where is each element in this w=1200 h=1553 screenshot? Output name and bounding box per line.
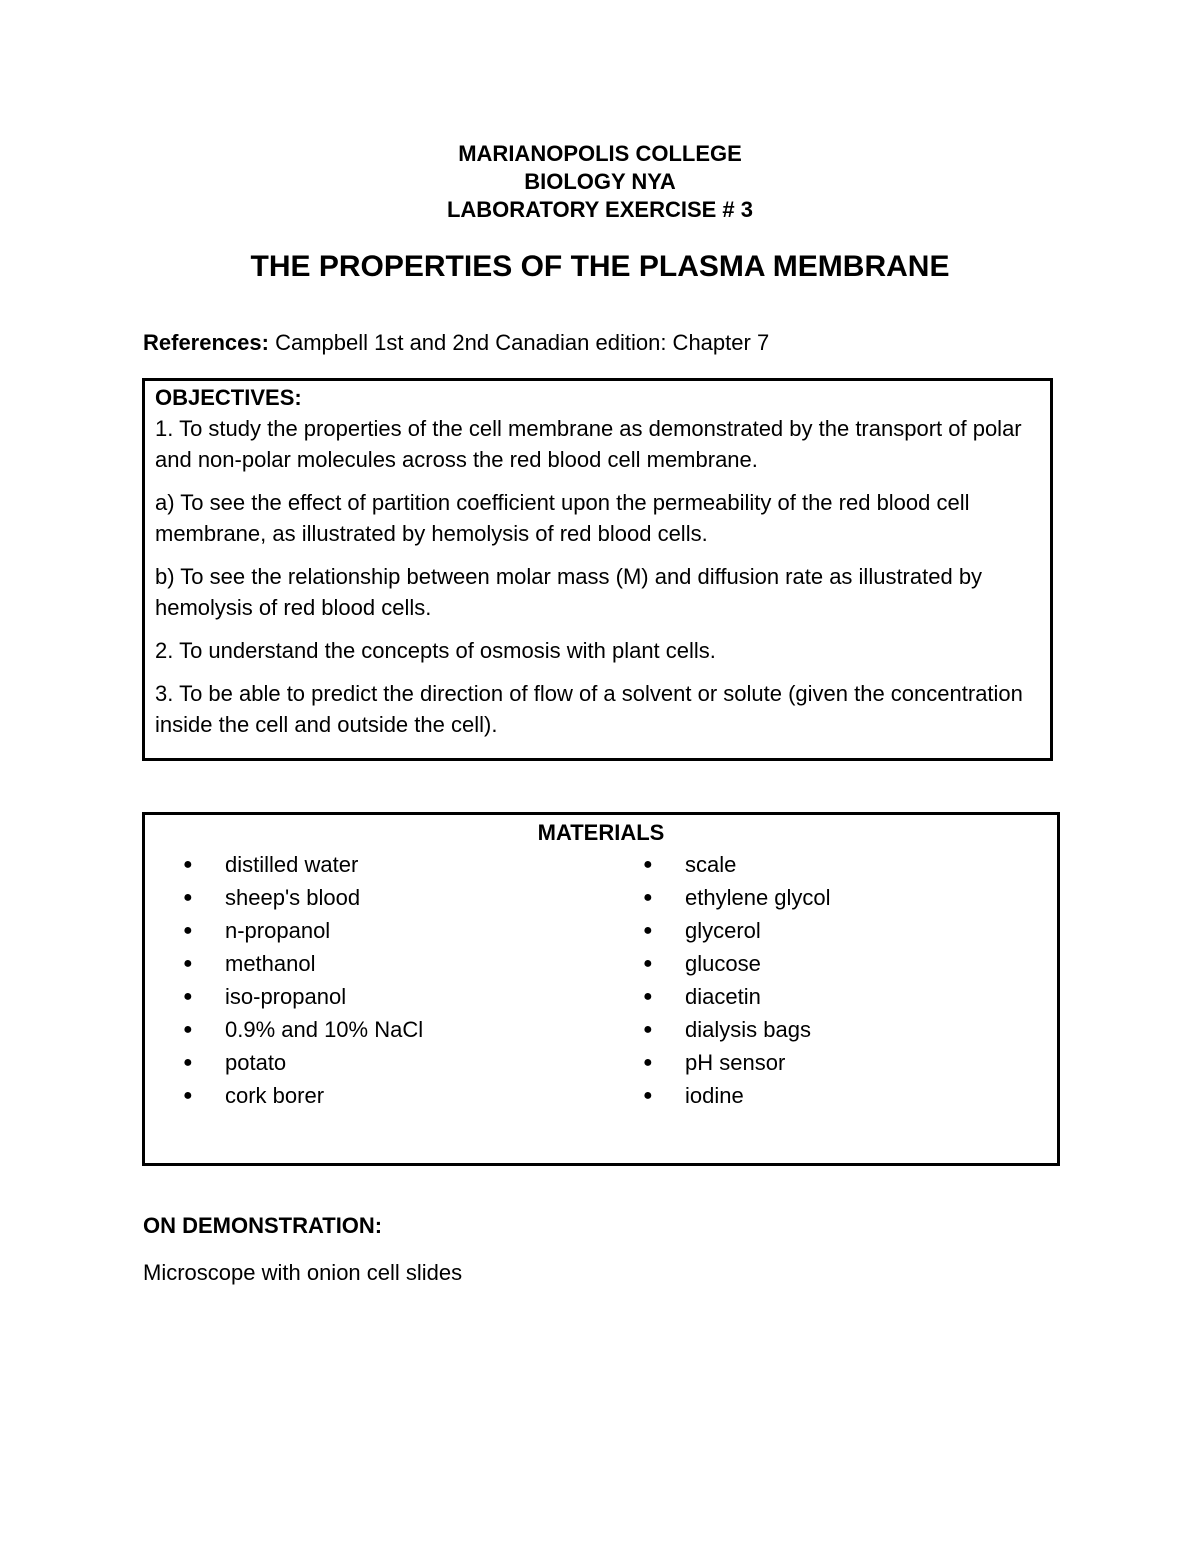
college-name: MARIANOPOLIS COLLEGE xyxy=(458,141,742,166)
course-name: BIOLOGY NYA xyxy=(524,169,676,194)
references-text: Campbell 1st and 2nd Canadian edition: Chapter 7 xyxy=(268,330,770,355)
material-label: dialysis bags xyxy=(685,1017,811,1042)
material-label: methanol xyxy=(225,951,316,976)
material-label: n-propanol xyxy=(225,918,331,943)
objective-item: a) To see the effect of partition coefficient upon the permeability of the red blood cell membrane, as illustrated by hemolysis of red blood cells. xyxy=(155,490,970,546)
material-item xyxy=(643,881,831,914)
material-label: iso-propanol xyxy=(225,984,347,1009)
material-item xyxy=(643,1013,831,1046)
material-label: diacetin xyxy=(685,984,761,1009)
materials-right-column xyxy=(643,848,831,1112)
material-label: glucose xyxy=(685,951,761,976)
bullet-icon: ● xyxy=(183,922,193,939)
bullet-icon: ● xyxy=(643,988,653,1005)
bullet-icon: ● xyxy=(183,1021,193,1038)
material-label: 0.9% and 10% NaCl xyxy=(225,1017,424,1042)
bullet-icon: ● xyxy=(183,889,193,906)
material-label: potato xyxy=(225,1050,287,1075)
material-label: pH sensor xyxy=(685,1050,786,1075)
material-item xyxy=(183,947,423,980)
material-item xyxy=(643,980,831,1013)
bullet-icon: ● xyxy=(183,856,193,873)
bullet-icon: ● xyxy=(643,955,653,972)
bullet-icon: ● xyxy=(643,1087,653,1104)
objective-item: b) To see the relationship between molar mass (M) and diffusion rate as illustrated by hemolysis of red blood cells. xyxy=(155,564,983,620)
materials-left-column xyxy=(183,848,423,1112)
material-label: iodine xyxy=(685,1083,744,1108)
bullet-icon: ● xyxy=(183,988,193,1005)
objectives-heading: OBJECTIVES: xyxy=(155,385,302,410)
page-title: THE PROPERTIES OF THE PLASMA MEMBRANE xyxy=(250,250,950,283)
demonstration-heading: ON DEMONSTRATION: xyxy=(143,1213,383,1238)
material-label: ethylene glycol xyxy=(685,885,831,910)
references-label: References: xyxy=(143,330,269,355)
material-item xyxy=(183,881,423,914)
bullet-icon: ● xyxy=(183,955,193,972)
material-label: sheep's blood xyxy=(225,885,361,910)
bullet-icon: ● xyxy=(183,1087,193,1104)
material-item xyxy=(183,848,423,881)
bullet-icon: ● xyxy=(643,856,653,873)
material-item xyxy=(643,1046,831,1079)
material-item xyxy=(183,1079,423,1112)
objective-item: 3. To be able to predict the direction of flow of a solvent or solute (given the concentration inside the cell and outside the cell). xyxy=(155,681,1023,737)
objectives-box xyxy=(142,378,1053,761)
material-item xyxy=(183,980,423,1013)
materials-heading: MATERIALS xyxy=(537,820,665,845)
bullet-icon: ● xyxy=(643,1021,653,1038)
demonstration-text: Microscope with onion cell slides xyxy=(143,1260,463,1285)
material-item xyxy=(643,848,831,881)
material-item xyxy=(643,947,831,980)
document-header xyxy=(0,140,1200,224)
objective-item: 2. To understand the concepts of osmosis with plant cells. xyxy=(155,638,716,663)
material-item xyxy=(643,914,831,947)
material-label: scale xyxy=(685,852,737,877)
materials-box xyxy=(142,812,1060,1166)
material-label: distilled water xyxy=(225,852,359,877)
material-item xyxy=(643,1079,831,1112)
references-line xyxy=(143,329,769,357)
material-item xyxy=(183,1013,423,1046)
bullet-icon: ● xyxy=(643,1054,653,1071)
material-label: glycerol xyxy=(685,918,761,943)
bullet-icon: ● xyxy=(643,889,653,906)
material-label: cork borer xyxy=(225,1083,325,1108)
bullet-icon: ● xyxy=(183,1054,193,1071)
exercise-number: LABORATORY EXERCISE # 3 xyxy=(446,197,754,222)
material-item xyxy=(183,914,423,947)
objective-item: 1. To study the properties of the cell membrane as demonstrated by the transport of polar and non-polar molecules across the red blood cell membrane. xyxy=(155,416,1022,472)
bullet-icon: ● xyxy=(643,922,653,939)
material-item xyxy=(183,1046,423,1079)
